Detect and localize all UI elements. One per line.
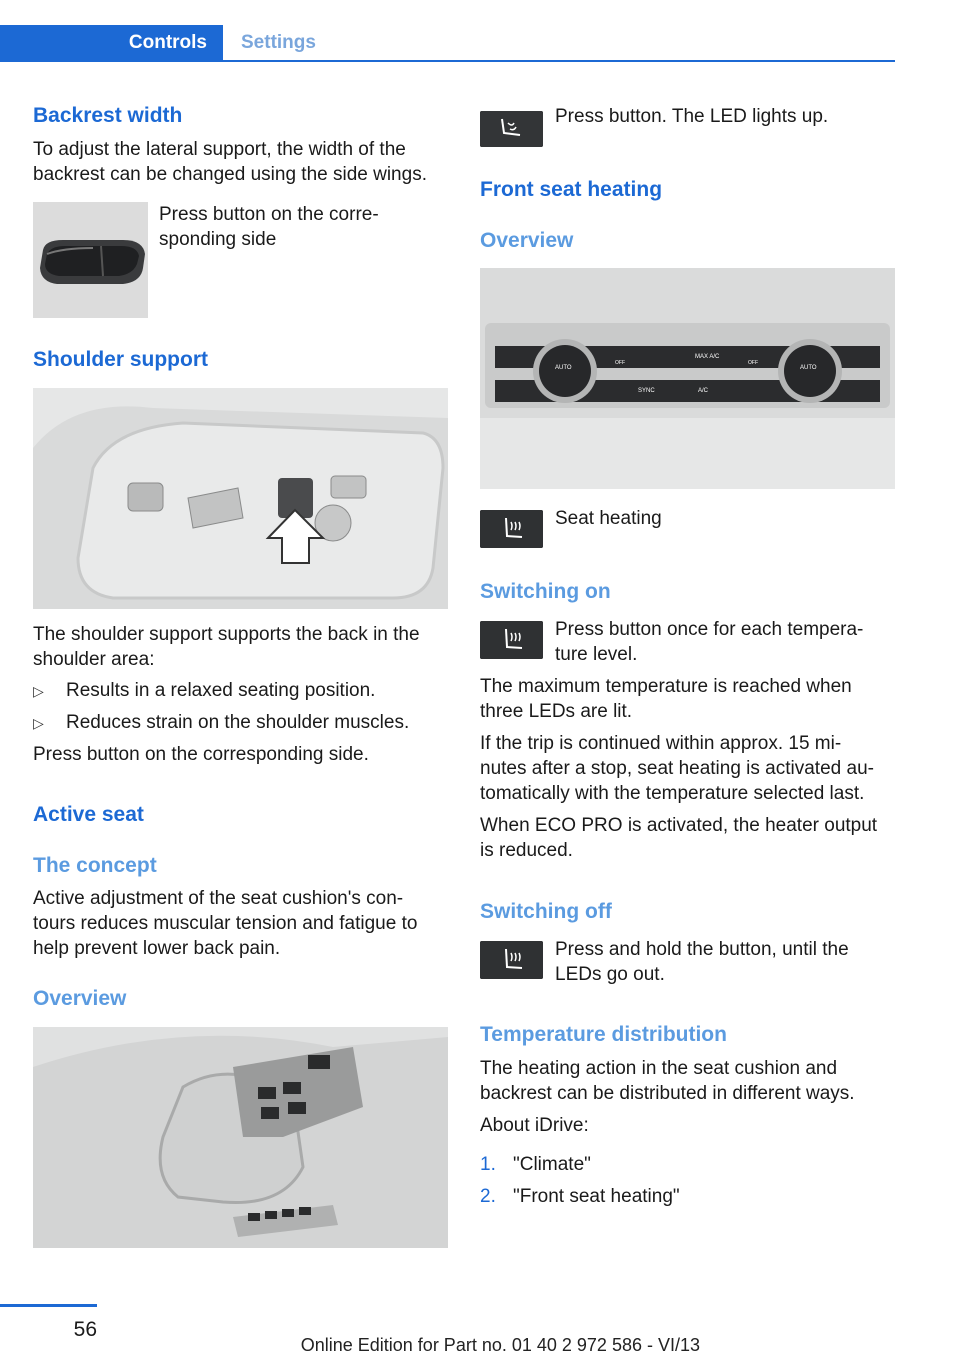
switch-off-line1: Press and hold the button, until the (555, 939, 849, 960)
panel-label-auto-left: AUTO (555, 365, 572, 371)
backrest-button-image (33, 202, 148, 318)
footer-rule (0, 1304, 97, 1307)
tab-settings[interactable]: Settings (241, 32, 316, 53)
active-seat-button-icon (480, 111, 543, 147)
switch-on-line2: ture level. (555, 644, 638, 665)
eco-line2: is reduced. (480, 840, 573, 861)
temp-dist-line2: backrest can be distributed in different ways. (480, 1083, 855, 1104)
panel-label-off-left: OFF (615, 360, 625, 366)
temp-dist-line1: The heating action in the seat cushion and (480, 1058, 838, 1079)
trip-line1: If the trip is continued within approx. 15 mi‐ (480, 733, 842, 754)
eco-line1: When ECO PRO is activated, the heater output (480, 815, 878, 836)
switching-on-heading: Switching on (480, 580, 611, 603)
page-number: 56 (73, 1318, 97, 1341)
panel-label-ac: A/C (698, 388, 709, 394)
active-seat-press-text: Press button. The LED lights up. (555, 106, 829, 127)
switch-on-line1: Press button once for each tempera‐ (555, 619, 864, 640)
concept-line3: help prevent lower back pain. (33, 938, 281, 959)
backrest-press-line2: sponding side (159, 229, 277, 250)
active-seat-heading: Active seat (33, 803, 144, 826)
trip-line2: nutes after a stop, seat heating is activated au‐ (480, 758, 874, 779)
bullet-item: Results in a relaxed seating position. (66, 680, 376, 701)
step-number: 2. (480, 1186, 496, 1207)
panel-label-max-ac: MAX A/C (695, 354, 720, 360)
shoulder-text-line1: The shoulder support supports the back in the (33, 624, 420, 645)
door-panel-image (33, 1027, 448, 1248)
switching-off-heading: Switching off (480, 900, 612, 923)
concept-line2: tours reduces muscular tension and fatigue to (33, 913, 418, 934)
bullet-icon: ▷ (33, 683, 44, 699)
tab-controls[interactable]: Controls (0, 25, 223, 61)
edition-text: Online Edition for Part no. 01 40 2 972 586 - VI/13 (300, 1335, 700, 1355)
switch-off-line2: LEDs go out. (555, 964, 665, 985)
panel-label-sync: SYNC (638, 388, 655, 394)
concept-line1: Active adjustment of the seat cushion's con‐ (33, 888, 404, 909)
trip-line3: tomatically with the temperature selected last. (480, 783, 865, 804)
backrest-press-line1: Press button on the corre‐ (159, 204, 379, 225)
max-temp-line2: three LEDs are lit. (480, 701, 633, 722)
max-temp-line1: The maximum temperature is reached when (480, 676, 852, 697)
shoulder-press-text: Press button on the corresponding side. (33, 744, 369, 765)
overview-heading-left: Overview (33, 987, 127, 1010)
page-header (0, 25, 895, 62)
backrest-text-line1: To adjust the lateral support, the width of the (33, 139, 406, 160)
shoulder-text-line2: shoulder area: (33, 649, 155, 670)
temperature-distribution-heading: Temperature distribution (480, 1023, 727, 1046)
step-number: 1. (480, 1154, 496, 1175)
backrest-text-line2: backrest can be changed using the side wings. (33, 164, 427, 185)
panel-label-auto-right: AUTO (800, 365, 817, 371)
bullet-icon: ▷ (33, 715, 44, 731)
header-rule (0, 60, 895, 62)
step-text: "Front seat heating" (513, 1186, 680, 1207)
idrive-text: About iDrive: (480, 1115, 589, 1136)
shoulder-support-heading: Shoulder support (33, 348, 208, 371)
bullet-item: Reduces strain on the shoulder muscles. (66, 712, 410, 733)
step-text: "Climate" (513, 1154, 591, 1175)
concept-heading: The concept (33, 854, 157, 877)
seat-heating-icon (480, 510, 543, 548)
climate-panel-image (480, 268, 895, 489)
panel-label-off-right: OFF (748, 360, 758, 366)
backrest-width-heading: Backrest width (33, 104, 183, 127)
seat-heating-label: Seat heating (555, 508, 662, 529)
front-seat-heating-heading: Front seat heating (480, 178, 663, 201)
shoulder-support-image (33, 388, 448, 609)
seat-heating-icon (480, 621, 543, 659)
overview-heading-right: Overview (480, 229, 574, 252)
seat-heating-icon (480, 941, 543, 979)
